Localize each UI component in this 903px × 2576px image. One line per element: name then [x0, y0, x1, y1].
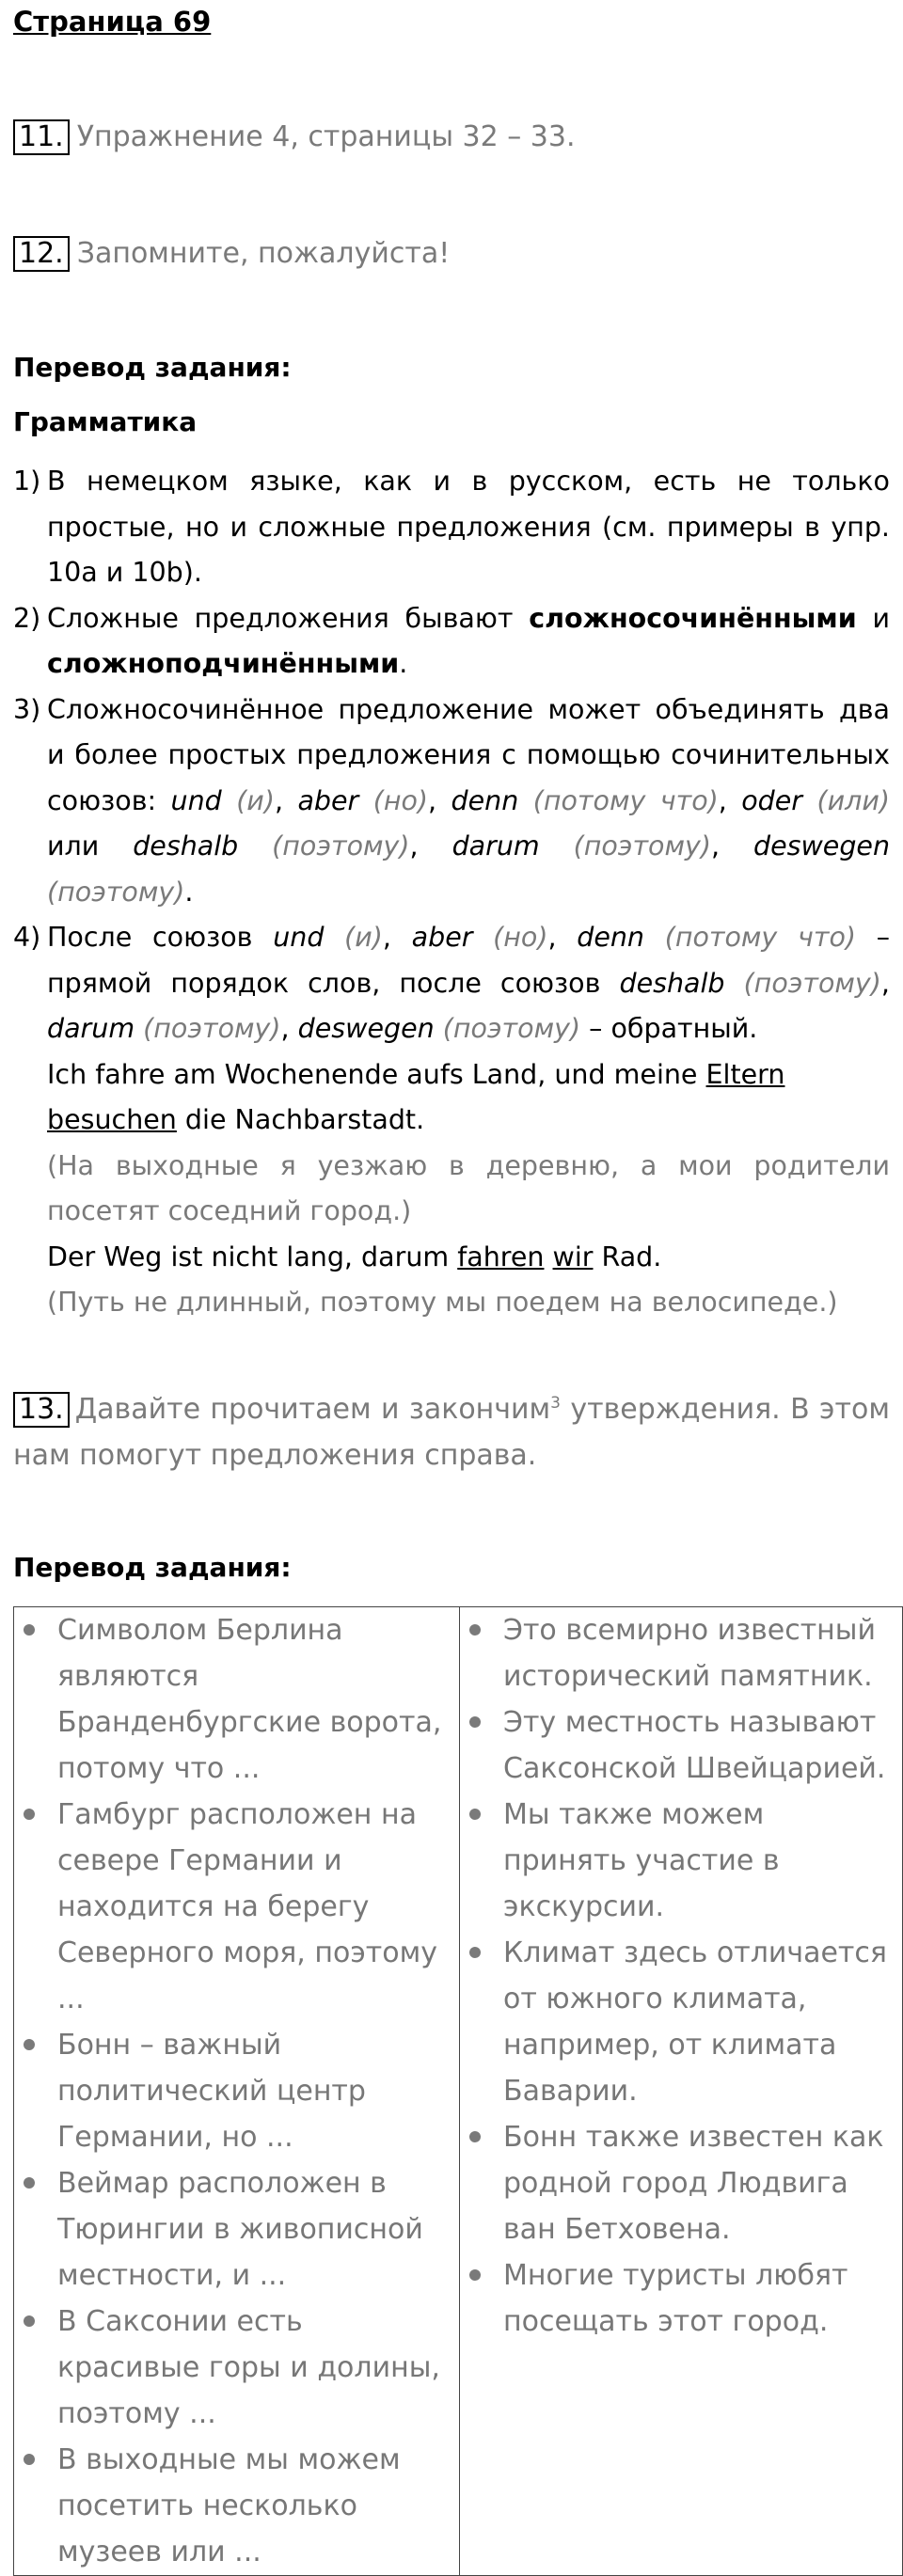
- list-item: Веймар расположен в Тюрингии в живописной местности, и ...: [22, 2160, 450, 2299]
- list-item: В выходные мы можем посетить несколько музеев или ...: [22, 2437, 450, 2575]
- list-item: Эту местность называют Саксонской Швейцарией.: [467, 1699, 893, 1792]
- list-item: Мы также можем принять участие в экскурсии.: [467, 1792, 893, 1930]
- example-translation: (На выходные я уезжаю в деревню, а мои родители посетят соседний город.): [47, 1149, 890, 1226]
- task-11: [13, 115, 576, 160]
- list-item: [13, 687, 890, 916]
- list-item: Бонн – важный политический центр Германии, но ...: [22, 2022, 450, 2160]
- example-sentence: Ich fahre am Wochenende aufs Land, und meine Eltern besuchen die Nachbarstadt.: [47, 1058, 785, 1135]
- list-text: После союзов und (и), aber (но), denn (потому что) – прямой порядок слов, после союзов deshalb (поэтому), darum (поэтому), deswegen (поэтому) – обратный.: [47, 922, 890, 1044]
- example-sentence: Der Weg ist nicht lang, darum fahren wir Rad.: [47, 1241, 662, 1272]
- grammar-list: [13, 459, 890, 1326]
- list-item: Это всемирно известный исторический памятник.: [467, 1607, 893, 1699]
- list-item: В Саксонии есть красивые горы и долины, поэтому ...: [22, 2299, 450, 2437]
- list-item: [13, 596, 890, 687]
- list-item: Многие туристы любят посещать этот город.: [467, 2252, 893, 2345]
- list-number: 1): [13, 466, 41, 497]
- list-number: 4): [13, 922, 41, 953]
- translation-heading: Перевод задания:: [13, 352, 292, 383]
- task-text: Запомните, пожалуйста!: [76, 237, 451, 270]
- footnote-marker: 3: [550, 1394, 561, 1413]
- list-item: Гамбург расположен на севере Германии и находится на берегу Северного моря, поэтому ...: [22, 1792, 450, 2022]
- task-number: 13.: [13, 1392, 70, 1428]
- task-text: Давайте прочитаем и закончим: [74, 1393, 551, 1426]
- task-text: Упражнение 4, страницы 32 – 33.: [76, 120, 576, 153]
- task-12: [13, 231, 450, 277]
- task-text: утверждения. В этом нам помогут предложения справа.: [13, 1393, 890, 1472]
- list-item: Бонн также известен как родной город Людвига ван Бетховена.: [467, 2114, 893, 2252]
- translation-heading: Перевод задания:: [13, 1552, 292, 1583]
- list-text: Сложные предложения бывают сложносочинёнными и сложноподчинёнными.: [47, 602, 890, 679]
- list-number: 2): [13, 602, 41, 634]
- list-text: Сложносочинённое предложение может объединять два и более простых предложения с помощью сочинительных союзов: und (и), aber (но), denn (потому что), oder (или) или deshalb (поэтому), darum (поэтому), deswegen (поэтому).: [47, 693, 891, 908]
- sentence-table: [13, 1606, 903, 2576]
- grammar-heading: Грамматика: [13, 406, 198, 437]
- right-column: [460, 1607, 903, 2576]
- list-item: Символом Берлина являются Бранденбургские ворота, потому что ...: [22, 1607, 450, 1792]
- list-item: [13, 459, 890, 596]
- list-item: [13, 915, 890, 1052]
- left-column: [14, 1607, 460, 2576]
- task-13: [13, 1381, 890, 1478]
- example-translation: (Путь не длинный, поэтому мы поедем на велосипеде.): [47, 1287, 838, 1318]
- list-text: В немецком языке, как и в русском, есть не только простые, но и сложные предложения (см. примеры в упр. 10a и 10b).: [47, 466, 890, 588]
- page-title: Страница 69: [13, 6, 212, 38]
- task-number: 12.: [13, 236, 70, 272]
- list-item: Климат здесь отличается от южного климата, например, от климата Баварии.: [467, 1930, 893, 2114]
- task-number: 11.: [13, 119, 70, 155]
- list-number: 3): [13, 693, 41, 725]
